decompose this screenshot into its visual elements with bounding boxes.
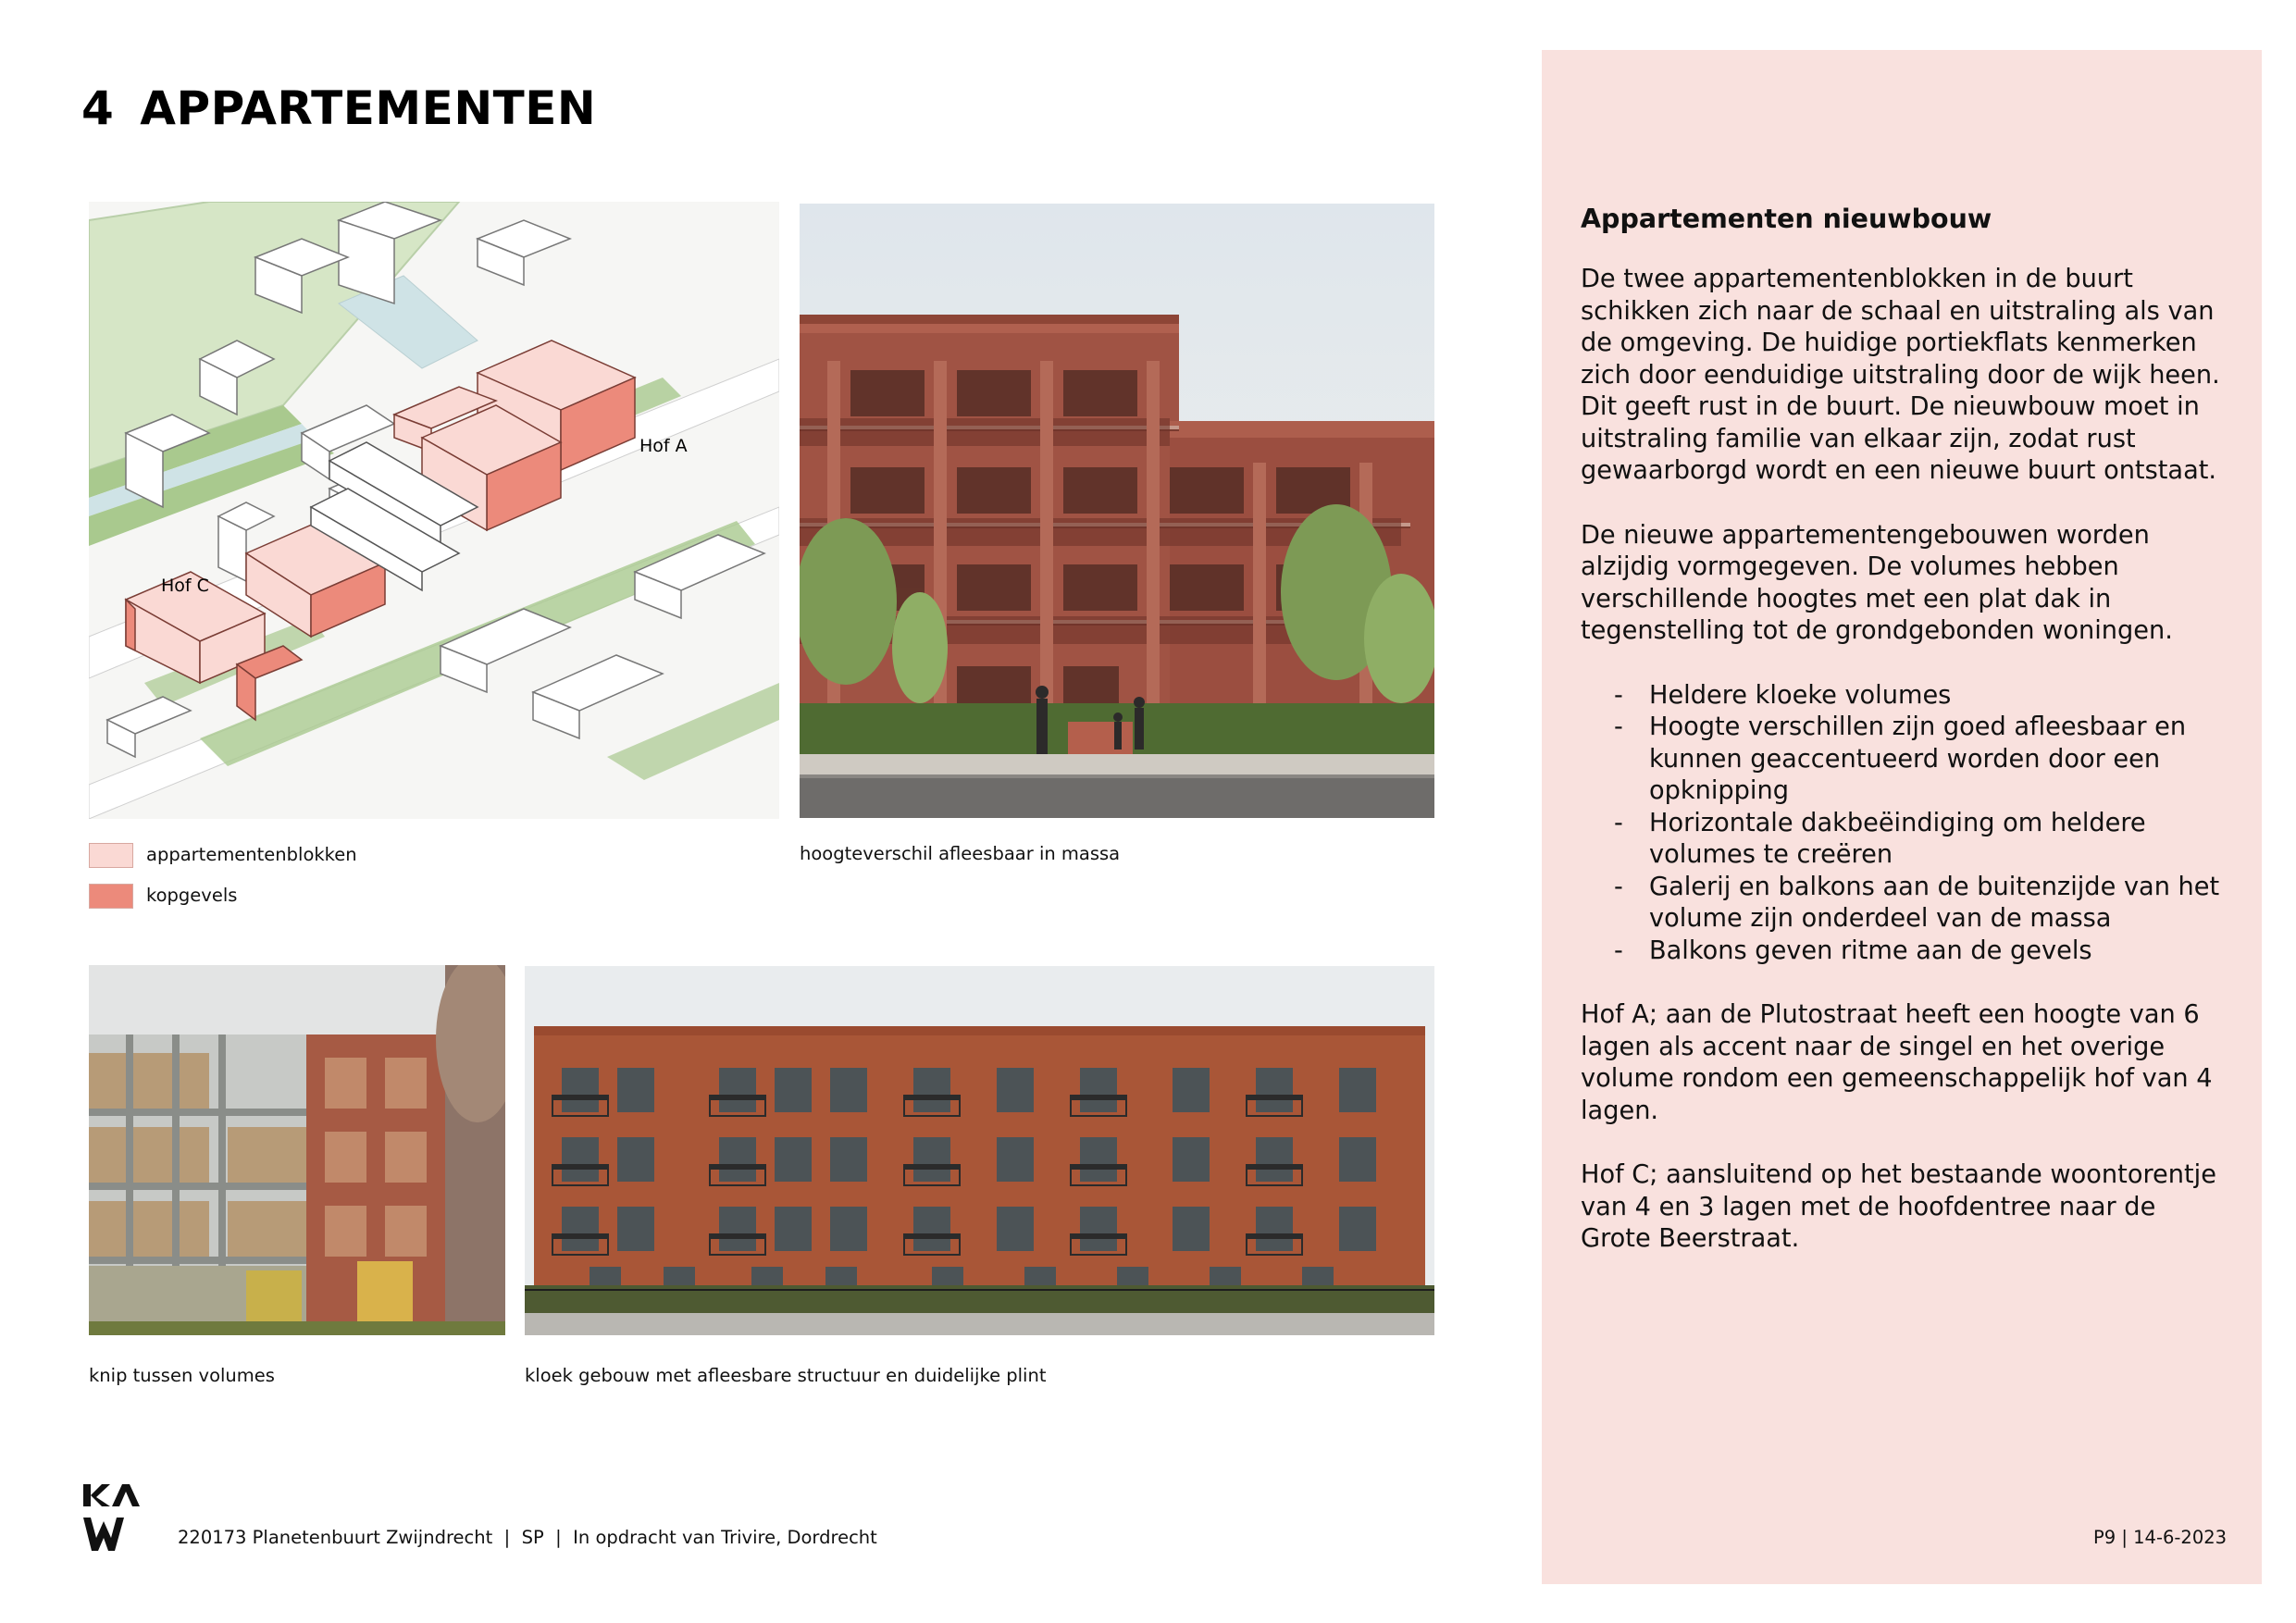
bullet-marker: - <box>1614 808 1623 837</box>
bullet-marker: - <box>1614 680 1623 710</box>
photo-knip-caption: knip tussen volumes <box>89 1365 275 1386</box>
side-panel <box>1542 50 2262 1584</box>
bullet-text: Horizontale dakbeëindiging om heldere volumes te creëren <box>1649 808 2146 869</box>
paragraph-1: De twee appartementenblokken in de buurt schikken zich naar de schaal en uitstraling als van de omgeving. De huidige portiekflats kenmerken zich door eenduidige uitstraling door de wijk heen. Dit geeft rust in de buurt. De nieuwbouw moet in uitstraling familie van elkaar zijn, zodat rust gewaarborgd wordt en een nieuwe buurt ontstaat. <box>1581 265 2220 485</box>
footer-project-line: 220173 Planetenbuurt Zwijndrecht | SP | In opdracht van Trivire, Dordrecht <box>178 1527 877 1548</box>
bullet-item <box>1614 680 2225 712</box>
photo-kloek-caption: kloek gebouw met afleesbare structuur en duidelijke plint <box>525 1365 1047 1386</box>
section-title: APPARTEMENTEN <box>140 81 597 135</box>
bullet-text: Heldere kloeke volumes <box>1649 680 1952 710</box>
photo-kloek-gebouw <box>525 966 1434 1335</box>
bullet-item <box>1614 712 2225 808</box>
bullet-marker: - <box>1614 935 1623 965</box>
legend-label-kopgevels: kopgevels <box>146 885 238 906</box>
hof-c-label: Hof C <box>161 576 209 596</box>
hof-a-label: Hof A <box>639 436 688 456</box>
page-title <box>81 81 596 135</box>
bullet-text: Balkons geven ritme aan de gevels <box>1649 935 2092 965</box>
section-number: 4 <box>81 81 115 135</box>
photo-knip-tussen-volumes <box>89 965 505 1335</box>
paragraph-4: Hof C; aansluitend op het bestaande woontorentje van 4 en 3 lagen met de hoofdentree naar de Grote Beerstraat. <box>1581 1160 2216 1253</box>
legend-swatch-kopgevels <box>89 884 133 909</box>
paragraph-3: Hof A; aan de Plutostraat heeft een hoogte van 6 lagen als accent naar de singel en het overige volume rondom een gemeenschappelijk hof van 4 lagen. <box>1581 1000 2213 1125</box>
render-caption: hoogteverschil afleesbaar in massa <box>800 843 1121 864</box>
paragraph-2: De nieuwe appartementengebouwen worden alzijdig vormgegeven. De volumes hebben verschillende hoogtes met een plat dak in tegenstelling tot de grondgebonden woningen. <box>1581 520 2173 645</box>
side-panel-heading: Appartementen nieuwbouw <box>1581 204 1992 234</box>
site-map-axonometric <box>89 202 779 819</box>
legend-label-appartementenblokken: appartementenblokken <box>146 844 357 865</box>
bullet-marker: - <box>1614 712 1623 741</box>
footer-page-info: P9 | 14-6-2023 <box>2093 1527 2228 1548</box>
bullet-item <box>1614 808 2225 872</box>
render-photo-height-difference <box>800 204 1434 818</box>
kaw-logo <box>81 1484 141 1551</box>
bullet-marker: - <box>1614 872 1623 901</box>
legend-swatch-appartementenblokken <box>89 843 133 868</box>
bullet-text: Hoogte verschillen zijn goed afleesbaar en kunnen geaccentueerd worden door een opknipping <box>1649 712 2187 805</box>
bullet-text: Galerij en balkons aan de buitenzijde van het volume zijn onderdeel van de massa <box>1649 872 2220 933</box>
bullet-item <box>1614 935 2225 968</box>
bullet-list <box>1581 680 2225 968</box>
bullet-item <box>1614 872 2225 935</box>
